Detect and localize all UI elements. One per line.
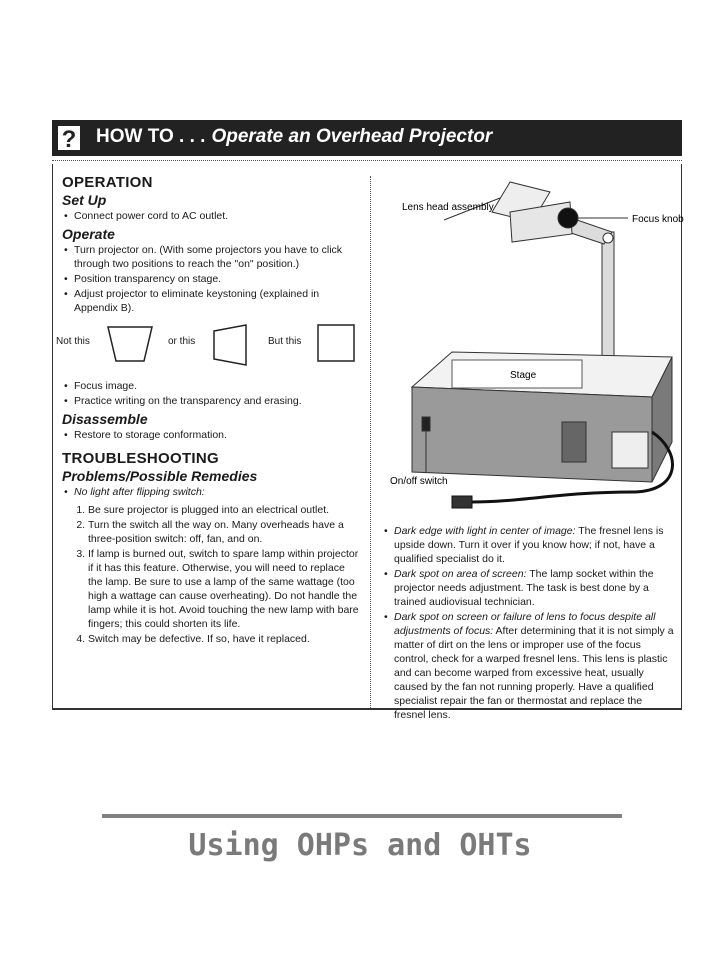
list-item: 4. Switch may be defective. If so, have it replaced. xyxy=(88,632,362,646)
column-divider xyxy=(370,176,371,708)
right-column xyxy=(382,524,674,726)
dotted-divider xyxy=(52,160,682,161)
title-italic: Operate an Overhead Projector xyxy=(211,126,493,147)
square-correct-icon xyxy=(316,323,356,363)
but-this-label: But this xyxy=(268,336,302,347)
list-item: • Connect power cord to AC outlet. xyxy=(74,209,362,223)
no-light-list xyxy=(62,485,362,499)
onoff-label: On/off switch xyxy=(390,476,448,487)
handout-page xyxy=(52,120,684,721)
title-bold: HOW TO . . . xyxy=(96,126,206,147)
left-column xyxy=(56,174,362,647)
item-lead: Dark edge with light in center of image: xyxy=(394,525,576,537)
list-item: • Turn projector on. (With some projectors you have to click through two positions to reach the "on" position.) xyxy=(74,243,362,271)
lens-head-label: Lens head assembly xyxy=(402,202,494,213)
disassemble-list xyxy=(62,428,362,442)
remedies-list xyxy=(62,503,362,646)
list-item: 1. Be sure projector is plugged into an electrical outlet. xyxy=(88,503,362,517)
stage-label: Stage xyxy=(510,370,537,381)
operate-more-list xyxy=(62,379,362,408)
operate-heading: Operate xyxy=(62,226,115,242)
page-title xyxy=(96,126,492,148)
list-item xyxy=(394,524,674,566)
list-item: • Restore to storage conformation. xyxy=(74,428,362,442)
item-lead: Dark spot on screen or failure of lens to focus despite all adjustments of focus: xyxy=(394,611,656,637)
operation-heading: OPERATION xyxy=(62,174,153,191)
setup-list xyxy=(62,209,362,223)
no-light-item: • No light after flipping switch: xyxy=(74,485,362,499)
disassemble-heading: Disassemble xyxy=(62,411,148,427)
list-item: • Focus image. xyxy=(74,379,362,393)
focus-knob-icon xyxy=(558,208,578,228)
item-text: After determining that it is not simply a matter of dirt on the lens or improper use of the focus control, check for a warped fresnel lens. This lens is plastic and can become warped from excessive heat, usually caused by the fan not running properly. Have a qualified specialist repair the fan or thermostat and replace the fresnel lens. xyxy=(394,625,674,721)
slide-caption: Using OHPs and OHTs xyxy=(188,828,532,863)
power-switch-icon xyxy=(422,417,430,431)
vent-grille xyxy=(562,422,586,462)
list-item xyxy=(394,610,674,722)
focus-knob-label: Focus knob xyxy=(632,214,684,225)
list-item: • Practice writing on the transparency and erasing. xyxy=(74,394,362,408)
plug-icon xyxy=(452,496,472,508)
or-this-label: or this xyxy=(168,336,196,347)
item-text: The lamp socket within the projector needs adjustment. The task is best done by a trained audiovisual technician. xyxy=(394,568,654,608)
remedies-heading: Problems/Possible Remedies xyxy=(62,468,258,484)
side-panel xyxy=(612,432,648,468)
list-item: • Position transparency on stage. xyxy=(74,272,362,286)
item-lead: Dark spot on area of screen: xyxy=(394,568,527,580)
list-item: • Adjust projector to eliminate keystoning (explained in Appendix B). xyxy=(74,287,362,315)
caption-divider xyxy=(102,814,622,818)
header-bar xyxy=(52,120,682,156)
list-item: 2. Turn the switch all the way on. Many overheads have a three-position switch: off, fan, and on. xyxy=(88,518,362,546)
setup-heading: Set Up xyxy=(62,192,107,208)
operate-list xyxy=(62,243,362,315)
keystone-skewed-icon xyxy=(210,323,250,367)
troubleshooting-heading: TROUBLESHOOTING xyxy=(62,450,219,467)
remedies-right-list xyxy=(382,524,674,722)
not-this-label: Not this xyxy=(56,336,90,347)
keystone-shapes xyxy=(56,323,362,373)
item-text: The fresnel lens is upside down. Turn it over if you know how; if not, have a qualified specialist do it. xyxy=(394,525,664,565)
projector-diagram xyxy=(382,172,684,512)
keystone-trapezoid-icon xyxy=(106,323,154,365)
list-item: 3. If lamp is burned out, switch to spare lamp within projector if it has this feature. Otherwise, you will need to replace the lamp. Be sure to use a lamp of the same wattage (too high a wattage can cause overheating). Do not handle the lamp while it is hot. Avoid touching the new lamp with bare fingers; this could shorten its life. xyxy=(88,547,362,631)
question-icon: ? xyxy=(56,124,82,152)
list-item xyxy=(394,567,674,609)
